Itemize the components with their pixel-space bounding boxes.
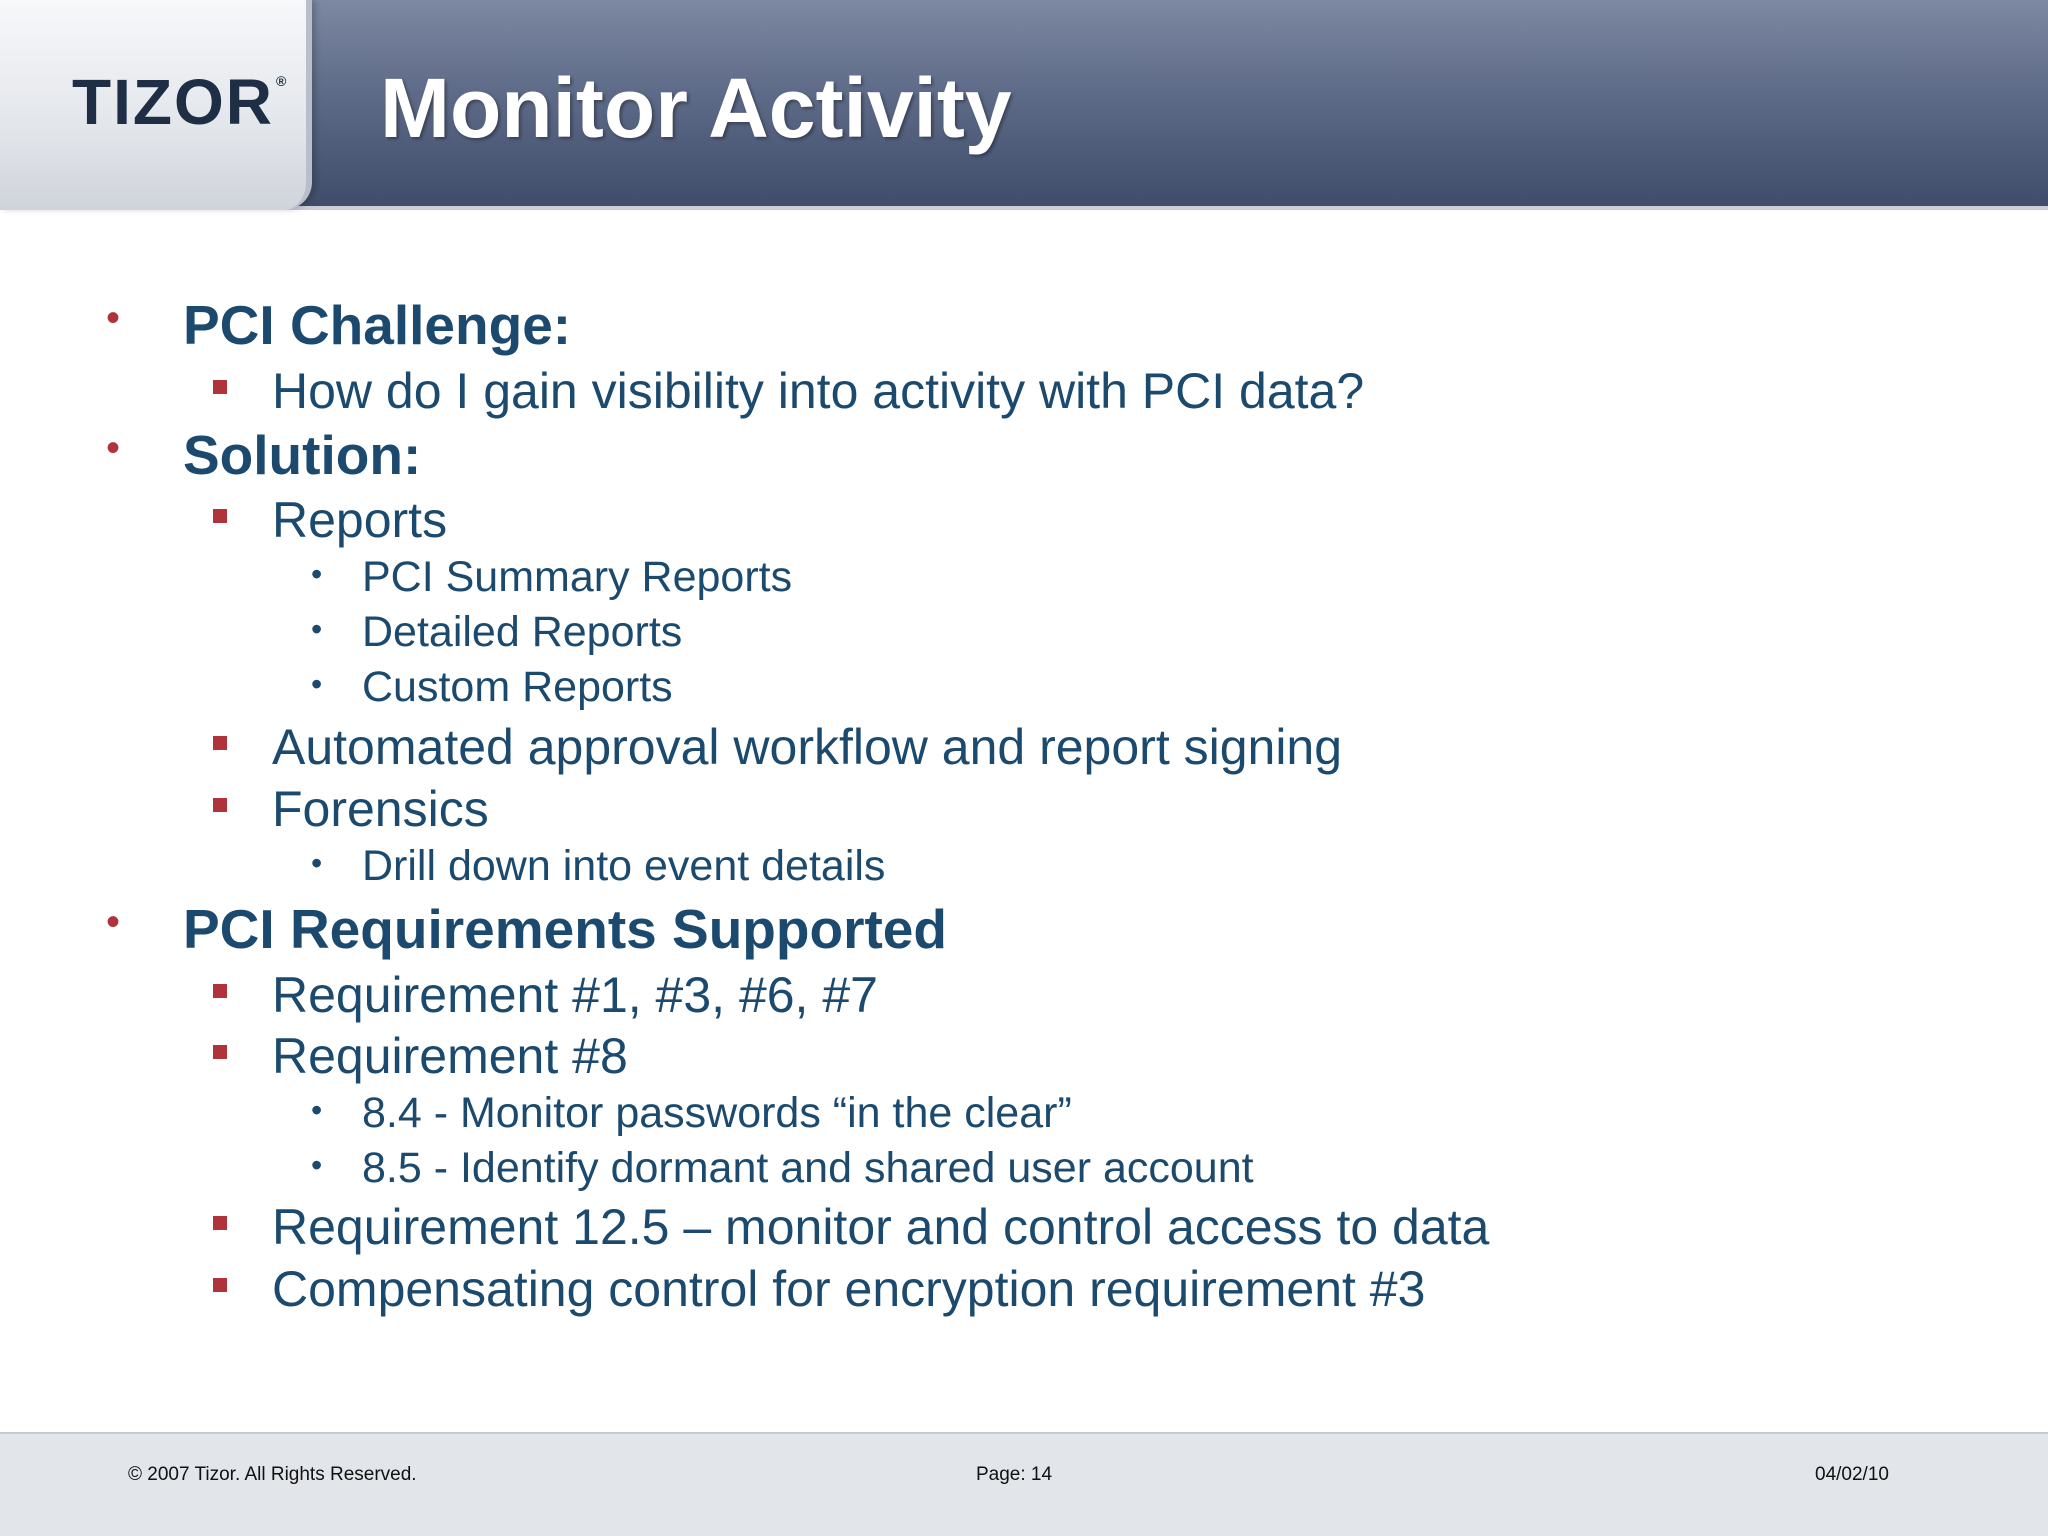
square-bullet-icon	[213, 509, 227, 523]
square-bullet-icon	[213, 1216, 227, 1230]
square-bullet-icon	[213, 1278, 227, 1292]
footer-date: 04/02/10	[1815, 1464, 1889, 1485]
square-bullet-icon	[213, 798, 227, 812]
logo-text: TIZOR	[72, 66, 274, 138]
footer-bar	[0, 1432, 2048, 1536]
square-bullet-icon	[213, 1045, 227, 1059]
slide-title: Monitor Activity	[380, 61, 1012, 155]
footer-copyright: © 2007 Tizor. All Rights Reserved.	[128, 1464, 417, 1485]
bullet-dot-icon: •	[311, 611, 323, 647]
square-bullet-icon	[213, 380, 227, 394]
bullet-dot-icon: •	[311, 845, 323, 881]
square-bullet-icon	[213, 736, 227, 750]
logo-registered-mark: ®	[275, 73, 289, 89]
bullet-dot-icon: •	[106, 426, 121, 470]
logo-panel	[0, 0, 312, 210]
bullet-dot-icon: •	[311, 666, 323, 702]
square-bullet-icon	[213, 984, 227, 998]
tizor-logo	[72, 66, 289, 138]
bullet-dot-icon: •	[311, 1147, 323, 1183]
bullet-dot-icon: •	[311, 556, 323, 592]
bullet-dot-icon: •	[106, 296, 121, 340]
bullet-dot-icon: •	[311, 1092, 323, 1128]
header-bar	[0, 0, 2048, 210]
footer-page-number: Page: 14	[976, 1464, 1053, 1485]
bullet-dot-icon: •	[106, 900, 121, 944]
